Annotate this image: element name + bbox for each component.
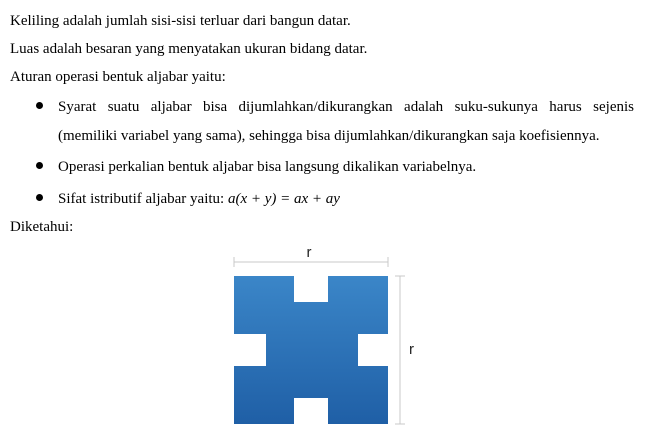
side-label: r: [409, 341, 414, 358]
paragraph-luas: Luas adalah besaran yang menyatakan ukuran bidang datar.: [10, 41, 368, 57]
bullet-1-line-2: (memiliki variabel yang sama), sehingga bisa dijumlahkan/dikurangkan saja koefisiennya.: [58, 128, 600, 144]
notched-square-shape: [234, 276, 388, 424]
top-label: r: [306, 244, 312, 261]
bullet-2-text: Operasi perkalian bentuk aljabar bisa langsung dikalikan variabelnya.: [58, 159, 477, 175]
distributive-formula: a(x + y) = ax + ay: [227, 191, 340, 207]
bullet-1-line-1: Syarat suatu aljabar bisa dijumlahkan/dikurangkan adalah suku-sukunya harus sejenis: [58, 99, 634, 115]
paragraph-aturan: Aturan operasi bentuk aljabar yaitu:: [10, 69, 226, 85]
bullet-3-text: Sifat istributif aljabar yaitu:: [58, 191, 228, 207]
given-label: Diketahui:: [10, 219, 74, 235]
paragraph-keliling: Keliling adalah jumlah sisi-sisi terluar dari bangun datar.: [10, 13, 351, 29]
